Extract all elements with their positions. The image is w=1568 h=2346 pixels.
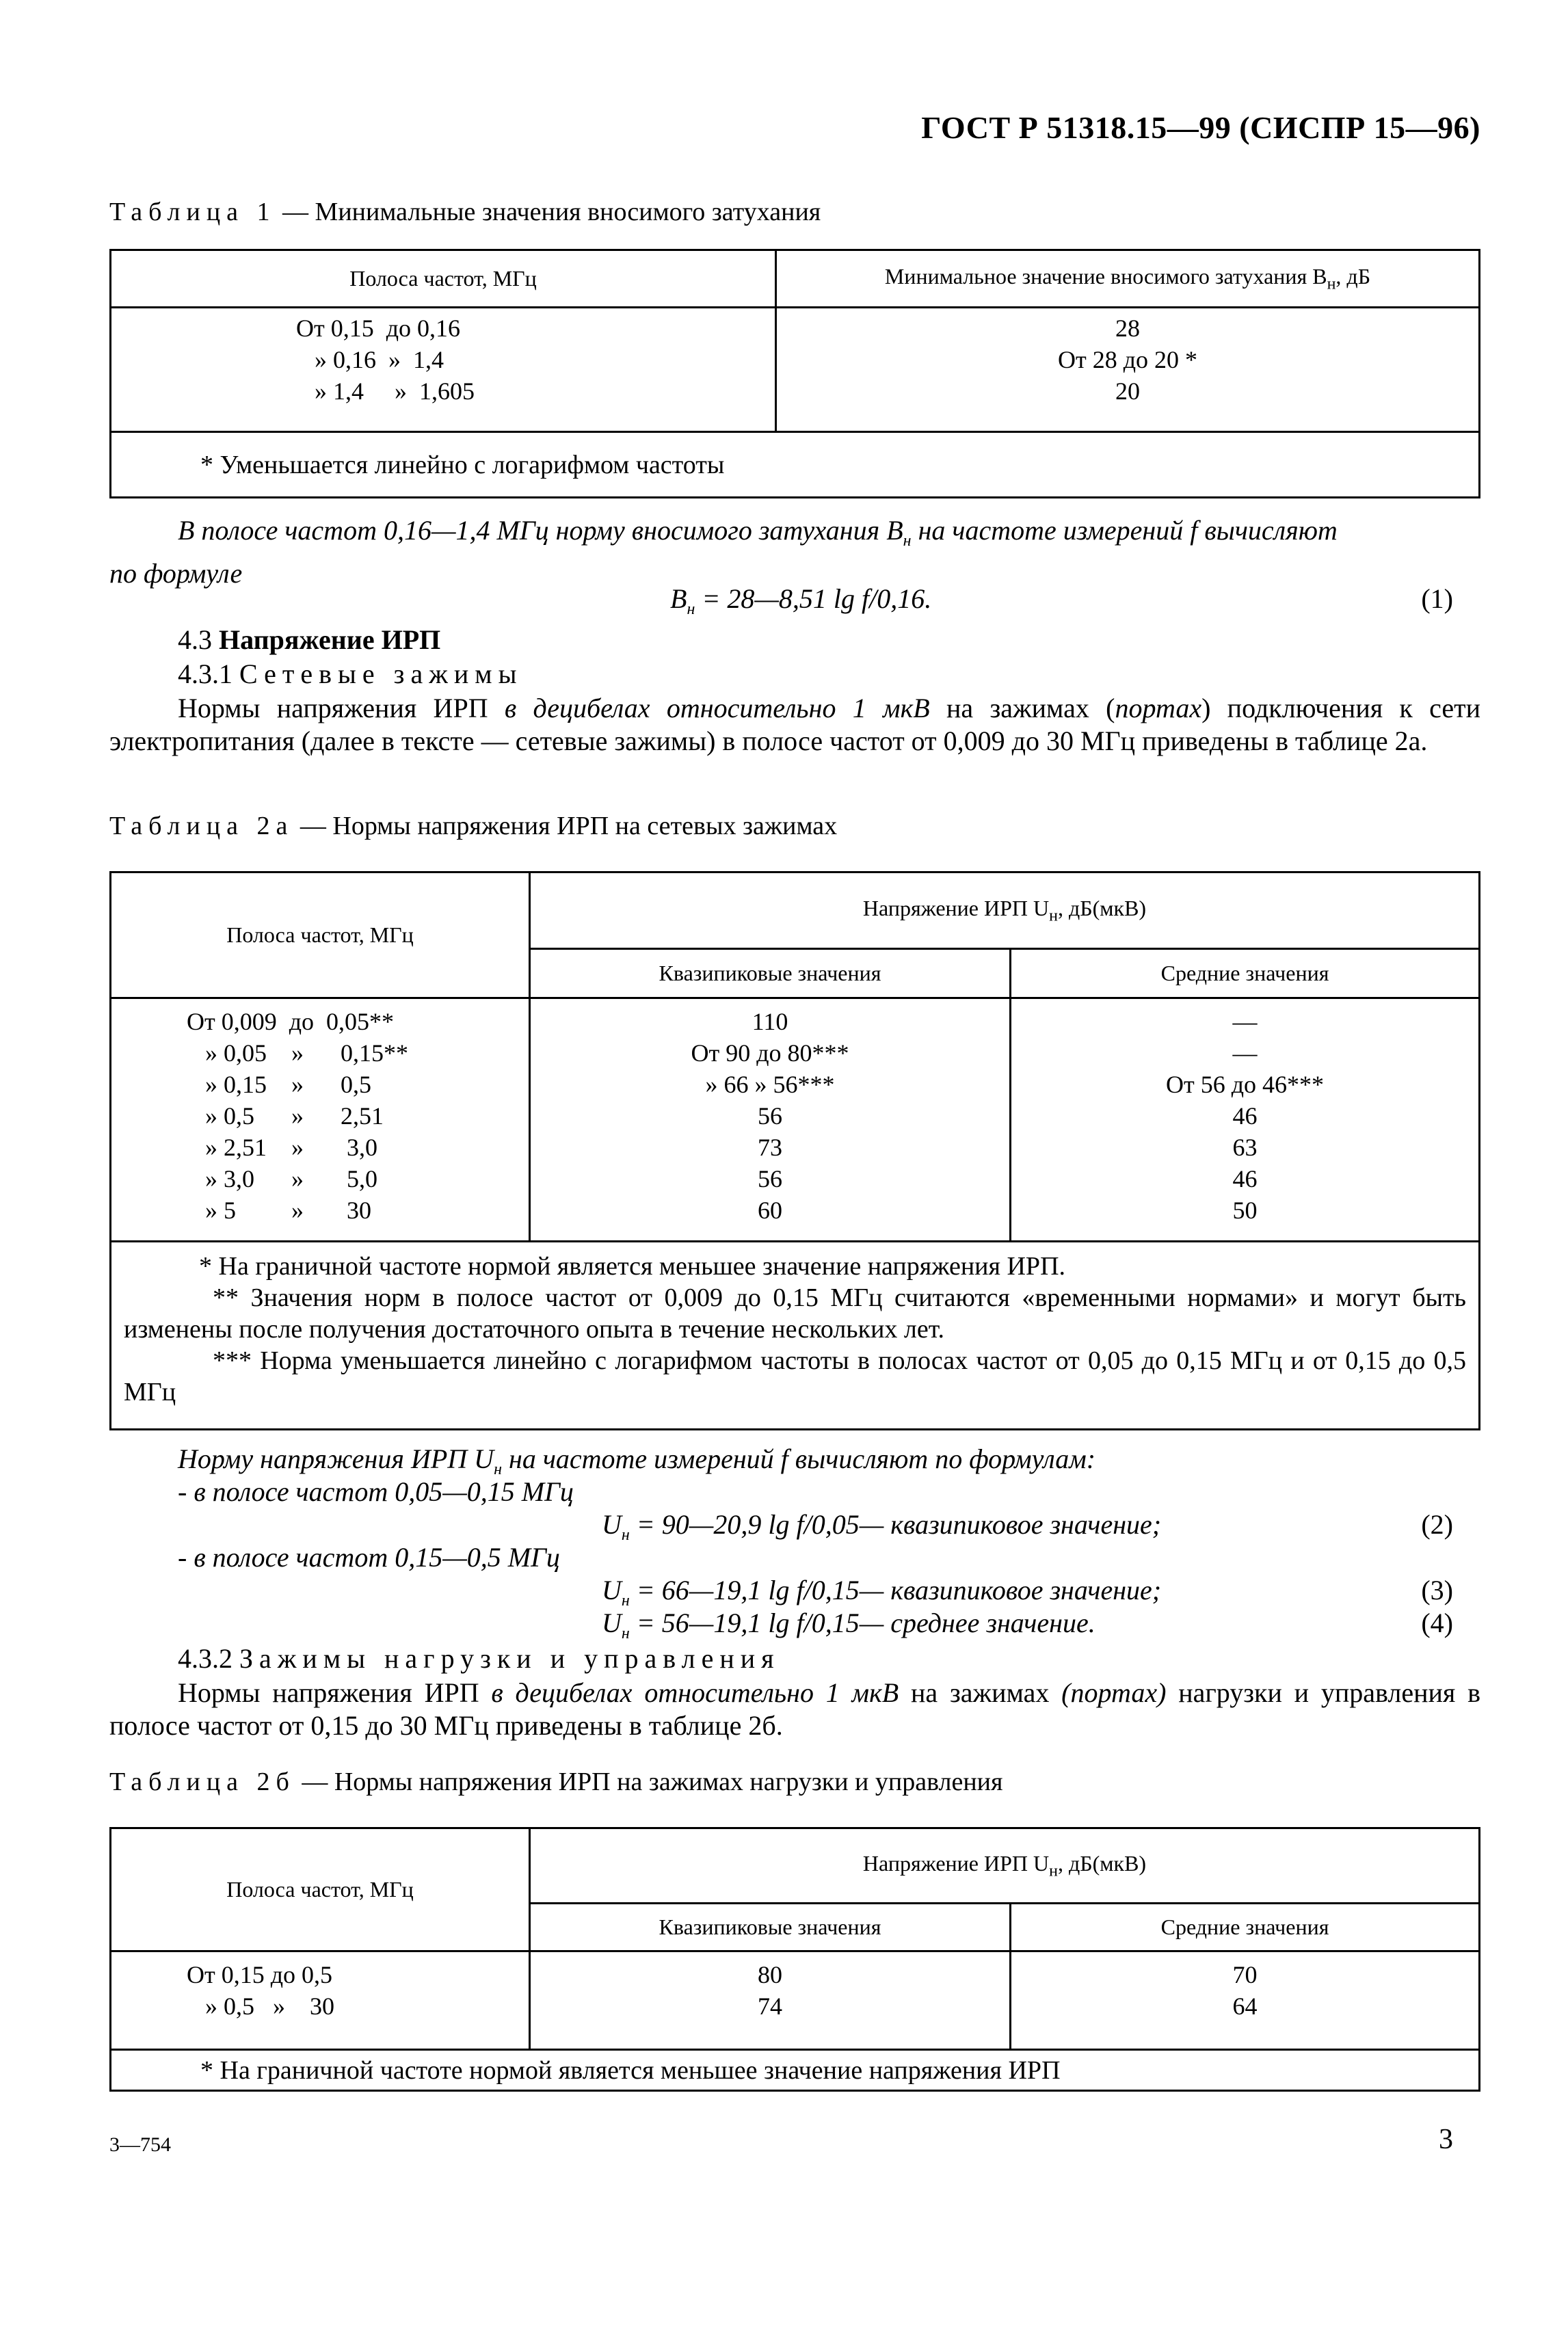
table2a-band-cell bbox=[111, 998, 530, 1242]
table1-value: 28 bbox=[1115, 315, 1140, 342]
section-4-3-heading: 4.3 Напряжение ИРП bbox=[178, 624, 441, 655]
table2a-avg: — bbox=[1232, 1039, 1258, 1067]
table1-band-cell bbox=[111, 308, 776, 432]
formula-4: $U_н$ = 56—19,1 lg f/0,15— среднее значение. bbox=[602, 1608, 1095, 1642]
table2a-band: От 0,009 до 0,05** bbox=[187, 1008, 395, 1035]
table1-band: » 0,16 » 1,4 bbox=[296, 346, 444, 373]
table2a-band: » 0,5 » 2,51 bbox=[187, 1102, 384, 1130]
table2b-caption: Таблица 2б — Нормы напряжения ИРП на зажимах нагрузки и управления bbox=[109, 1768, 1003, 1796]
table2a-avg: — bbox=[1232, 1008, 1258, 1035]
table2a-qp: 56 bbox=[758, 1165, 782, 1192]
table2a-notes bbox=[111, 1242, 1480, 1430]
table2a-col-quasipeak-header: Квазипиковые значения bbox=[530, 949, 1011, 998]
table2b-band: » 0,5 » 30 bbox=[187, 1992, 334, 2020]
document-header: ГОСТ Р 51318.15—99 (СИСПР 15—96) bbox=[921, 110, 1480, 145]
formula-1-number: (1) bbox=[1421, 583, 1453, 614]
document-page bbox=[109, 0, 1480, 2346]
section-4-3-2-heading: 4.3.2 Зажимы нагрузки и управления bbox=[178, 1643, 780, 1674]
table2b-avg: 70 bbox=[1232, 1961, 1258, 1988]
table2a-qp: 56 bbox=[758, 1102, 782, 1130]
page-number: 3 bbox=[1439, 2124, 1453, 2155]
table2b-col-average-header: Средние значения bbox=[1011, 1904, 1480, 1951]
table2a-qp: 110 bbox=[752, 1008, 788, 1035]
table2a-note: *** Норма уменьшается линейно с логарифмом частоты в полосах частот от 0,05 до 0,15 МГц и от 0,15 до 0,5 МГц bbox=[124, 1346, 1466, 1407]
table2a-band: » 2,51 » 3,0 bbox=[187, 1134, 377, 1161]
table1-note: * Уменьшается линейно с логарифмом частоты bbox=[111, 432, 1480, 498]
table1-caption: Таблица 1 — Минимальные значения вносимого затухания bbox=[109, 198, 821, 226]
table2a-band: » 5 » 30 bbox=[187, 1197, 371, 1224]
table1-band: » 1,4 » 1,605 bbox=[296, 377, 475, 405]
table2b-qp: 80 bbox=[758, 1961, 782, 1988]
section-4-3-2-text: Нормы напряжения ИРП в децибелах относительно 1 мкВ на зажимах (портах) нагрузки и управления в полосе частот от 0,15 до 30 МГц приведены в таблице 2б. bbox=[109, 1677, 1481, 1741]
band-1-label: - в полосе частот 0,05—0,15 МГц bbox=[178, 1476, 574, 1507]
table2a bbox=[109, 871, 1480, 1430]
table1-value: От 28 до 20 * bbox=[1057, 346, 1198, 373]
table2a-col-average-header: Средние значения bbox=[1011, 949, 1480, 998]
table1 bbox=[109, 249, 1480, 498]
table1-value-cell bbox=[776, 308, 1480, 432]
table2b-col-quasipeak-header: Квазипиковые значения bbox=[530, 1904, 1011, 1951]
table2b-band: От 0,15 до 0,5 bbox=[187, 1961, 333, 1988]
formula-2: $U_н$ = 90—20,9 lg f/0,05— квазипиковое значение; bbox=[602, 1509, 1162, 1544]
formula-3-number: (3) bbox=[1421, 1575, 1453, 1605]
section-4-3-1-heading: 4.3.1 Сетевые зажимы bbox=[178, 658, 523, 689]
table2b bbox=[109, 1827, 1480, 2092]
table2a-qp: 60 bbox=[758, 1197, 782, 1224]
table2a-caption: Таблица 2а — Нормы напряжения ИРП на сетевых зажимах bbox=[109, 812, 838, 840]
table2a-band: » 0,15 » 0,5 bbox=[187, 1071, 371, 1098]
table2a-band: » 3,0 » 5,0 bbox=[187, 1165, 377, 1192]
table1-col-band-header: Полоса частот, МГц bbox=[111, 250, 776, 308]
table2b-quasipeak-cell bbox=[530, 1951, 1011, 2050]
table2a-quasipeak-cell bbox=[530, 998, 1011, 1242]
table2a-avg: 46 bbox=[1232, 1165, 1258, 1192]
table2a-avg: От 56 до 46*** bbox=[1165, 1071, 1325, 1098]
formula-4-number: (4) bbox=[1421, 1608, 1453, 1638]
table2b-average-cell bbox=[1011, 1951, 1480, 2050]
para-voltage-intro: Норму напряжения ИРП $U_н$ на частоте измерений f вычисляют по формулам: bbox=[178, 1443, 1096, 1478]
table2a-qp: От 90 до 80*** bbox=[691, 1039, 849, 1067]
table2b-group-header: Напряжение ИРП $U_н$, дБ(мкВ) bbox=[530, 1828, 1480, 1904]
table2a-band: » 0,05 » 0,15** bbox=[187, 1039, 408, 1067]
table2a-average-cell bbox=[1011, 998, 1480, 1242]
footer-code: 3—754 bbox=[109, 2133, 171, 2156]
table2b-avg: 64 bbox=[1232, 1992, 1258, 2020]
table2a-note: ** Значения норм в полосе частот от 0,009 до 0,15 МГц считаются «временными нормами» и могут быть изменены после получения достаточного опыта в течение нескольких лет. bbox=[124, 1283, 1466, 1344]
table1-value: 20 bbox=[1115, 377, 1140, 405]
table2a-group-header: Напряжение ИРП $U_н$, дБ(мкВ) bbox=[530, 872, 1480, 949]
table1-col-value-header: Минимальное значение вносимого затухания $B_н$, дБ bbox=[776, 250, 1480, 308]
table2a-note: * На граничной частоте нормой является меньшее значение напряжения ИРП. bbox=[199, 1252, 1066, 1281]
table2b-band-cell bbox=[111, 1951, 530, 2050]
table2a-qp: 73 bbox=[758, 1134, 782, 1161]
para-insertion-loss: В полосе частот 0,16—1,4 МГц норму вносимого затухания $B_н$ на частоте измерений f вычисляют по формуле bbox=[109, 515, 1338, 589]
table2a-avg: 50 bbox=[1232, 1197, 1258, 1224]
table2b-qp: 74 bbox=[758, 1992, 782, 2020]
formula-2-number: (2) bbox=[1421, 1509, 1453, 1540]
table1-band: От 0,15 до 0,16 bbox=[296, 315, 461, 342]
table2a-avg: 63 bbox=[1232, 1134, 1258, 1161]
table2a-avg: 46 bbox=[1232, 1102, 1258, 1130]
table2a-col-band-header: Полоса частот, МГц bbox=[111, 872, 530, 998]
formula-1: $B_н$ = 28—8,51 lg f/0,16. bbox=[670, 583, 932, 618]
section-4-3-1-text: Нормы напряжения ИРП в децибелах относительно 1 мкВ на зажимах (портах) подключения к сети электропитания (далее в тексте — сетевые зажимы) в полосе частот от 0,009 до 30 МГц приведены в таблице 2а. bbox=[109, 693, 1481, 756]
table2b-col-band-header: Полоса частот, МГц bbox=[111, 1828, 530, 1951]
table2a-qp: » 66 » 56*** bbox=[705, 1071, 835, 1098]
band-2-label: - в полосе частот 0,15—0,5 МГц bbox=[178, 1542, 560, 1573]
formula-3: $U_н$ = 66—19,1 lg f/0,15— квазипиковое значение; bbox=[602, 1575, 1162, 1610]
table2b-note: * На граничной частоте нормой является меньшее значение напряжения ИРП bbox=[111, 2050, 1480, 2091]
